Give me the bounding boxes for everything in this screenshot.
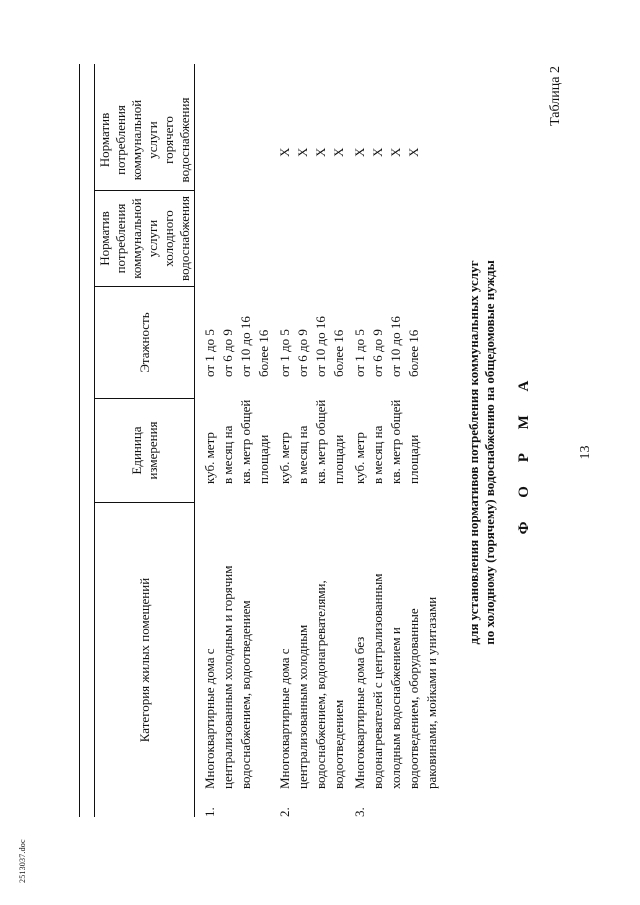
table-row [349, 64, 445, 817]
row-unit: куб. метр в месяц на кв. метр общей площади [202, 399, 271, 484]
row-unit: куб. метр в месяц на кв. метр общей площади [277, 399, 346, 484]
form-title: Ф О Р М А [516, 370, 532, 535]
table-bottom-rule [79, 64, 80, 817]
header-category: Категория жилых помещений [136, 577, 152, 743]
row-hot-norm: Х Х Х Х [277, 147, 346, 157]
row-category: Многоквартирные дома с централизованным холодным и горячим водоснабжением, водоотведением [202, 565, 253, 789]
table-row [195, 64, 272, 817]
row-floors: от 1 до 5 от 6 до 9 от 10 до 16 более 16 [202, 316, 271, 377]
header-unit: Единица измерения [128, 421, 160, 480]
page-number: 13 [578, 445, 593, 460]
row-category: Многоквартирные дома с централизованным холодным водоснабжением, водонагревателями, водоотведением [277, 580, 346, 789]
file-id: 2513037.doc [18, 839, 27, 883]
form-subtitle [466, 0, 498, 905]
row-floors: от 1 до 5 от 6 до 9 от 10 до 16 более 16 [277, 316, 346, 377]
table-label: Таблица 2 [548, 66, 563, 126]
header-floors: Этажность [136, 312, 152, 373]
row-category: Многоквартирные дома без водонагревателей с централизованным холодным водоснабжением и водоотведением, оборудованные раковинами, мойками и унитазами [352, 573, 439, 789]
row-number: 3. [352, 807, 367, 817]
table-header [94, 64, 195, 817]
row-unit: куб. метр в месяц на кв. метр общей площади [352, 399, 421, 484]
norms-table [94, 64, 445, 817]
row-number: 2. [277, 807, 292, 817]
form-subtitle-line1: для установления нормативов потребления коммунальных услуг [466, 260, 481, 645]
form-subtitle-line2: по холодному (горячему) водоснабжению на общедомовые нужды [482, 260, 497, 645]
header-hot-norm: Норматив потребления коммунальной услуги горячего водоснабжения [96, 97, 192, 183]
row-number: 1. [202, 807, 217, 817]
row-floors: от 1 до 5 от 6 до 9 от 10 до 16 более 16 [352, 316, 421, 377]
table-row [272, 64, 349, 817]
row-hot-norm: Х Х Х Х [352, 147, 421, 157]
header-cold-norm: Норматив потребления коммунальной услуги холодного водоснабжения [96, 196, 192, 281]
